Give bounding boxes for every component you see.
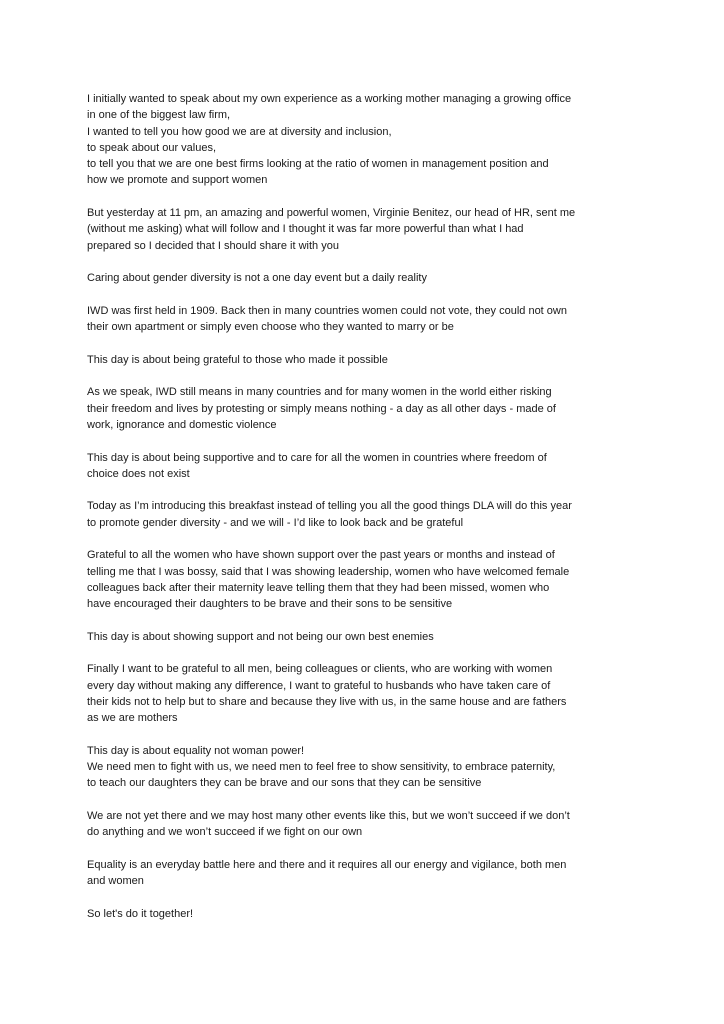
text-line: So let's do it together! xyxy=(87,907,194,920)
paragraph xyxy=(87,205,687,254)
text-line: telling me that I was bossy, said that I was showing leadership, women who have welcomed female xyxy=(87,565,570,578)
document-page xyxy=(87,91,687,938)
text-line: to tell you that we are one best firms looking at the ratio of women in management position and xyxy=(87,158,549,171)
text-line: as we are mothers xyxy=(87,712,178,725)
text-line: Caring about gender diversity is not a one day event but a daily reality xyxy=(87,272,427,285)
text-line: work, ignorance and domestic violence xyxy=(87,418,277,431)
text-line: This day is about showing support and not being our own best enemies xyxy=(87,630,434,643)
text-line: to speak about our values, xyxy=(87,141,217,154)
text-line: choice does not exist xyxy=(87,467,190,480)
paragraph xyxy=(87,91,687,189)
paragraph xyxy=(87,661,687,726)
text-line: how we promote and support women xyxy=(87,174,268,187)
text-line: their freedom and lives by protesting or simply means nothing - a day as all other days - made of xyxy=(87,402,556,415)
paragraph xyxy=(87,498,687,531)
text-line: As we speak, IWD still means in many countries and for many women in the world either risking xyxy=(87,386,552,399)
paragraph xyxy=(87,270,687,286)
text-line: IWD was first held in 1909. Back then in many countries women could not vote, they could not own xyxy=(87,304,567,317)
text-line: We are not yet there and we may host many other events like this, but we won’t succeed if we don’t xyxy=(87,810,570,823)
paragraph xyxy=(87,906,687,922)
paragraph xyxy=(87,450,687,483)
paragraph xyxy=(87,808,687,841)
text-line: to teach our daughters they can be brave and our sons that they can be sensitive xyxy=(87,777,482,790)
text-line: do anything and we won’t succeed if we fight on our own xyxy=(87,826,363,839)
text-line: in one of the biggest law firm, xyxy=(87,109,231,122)
text-line: Today as I’m introducing this breakfast instead of telling you all the good things DLA will do this year xyxy=(87,500,572,513)
text-line: Grateful to all the women who have shown support over the past years or months and instead of xyxy=(87,549,555,562)
text-line: Equality is an everyday battle here and there and it requires all our energy and vigilance, both men xyxy=(87,858,567,871)
text-line: their kids not to help but to share and because they live with us, in the same house and are fathers xyxy=(87,695,567,708)
text-line: (without me asking) what will follow and I thought it was far more powerful than what I had xyxy=(87,223,524,236)
paragraph xyxy=(87,352,687,368)
paragraph xyxy=(87,384,687,433)
text-line: Finally I want to be grateful to all men, being colleagues or clients, who are working with women xyxy=(87,663,553,676)
paragraph xyxy=(87,857,687,890)
text-line: their own apartment or simply even choose who they wanted to marry or be xyxy=(87,321,454,334)
text-line: This day is about being grateful to those who made it possible xyxy=(87,353,388,366)
text-line: I initially wanted to speak about my own experience as a working mother managing a growing office xyxy=(87,93,572,105)
text-line: We need men to fight with us, we need men to feel free to show sensitivity, to embrace paternity, xyxy=(87,761,556,774)
text-line: to promote gender diversity - and we will - I’d like to look back and be grateful xyxy=(87,516,464,529)
text-line: have encouraged their daughters to be brave and their sons to be sensitive xyxy=(87,598,453,611)
text-line: But yesterday at 11 pm, an amazing and powerful women, Virginie Benitez, our head of HR, sent me xyxy=(87,207,576,220)
text-line: and women xyxy=(87,875,144,888)
text-line: This day is about being supportive and to care for all the women in countries where freedom of xyxy=(87,451,547,464)
paragraph xyxy=(87,547,687,612)
paragraph xyxy=(87,743,687,792)
text-line: every day without making any difference, I want to grateful to husbands who have taken care of xyxy=(87,679,551,692)
text-line: This day is about equality not woman power! xyxy=(87,744,305,757)
paragraph xyxy=(87,303,687,336)
paragraph xyxy=(87,629,687,645)
text-line: colleagues back after their maternity leave telling them that they had been missed, women who xyxy=(87,581,550,594)
text-line: I wanted to tell you how good we are at diversity and inclusion, xyxy=(87,125,392,138)
text-line: prepared so I decided that I should share it with you xyxy=(87,239,339,252)
